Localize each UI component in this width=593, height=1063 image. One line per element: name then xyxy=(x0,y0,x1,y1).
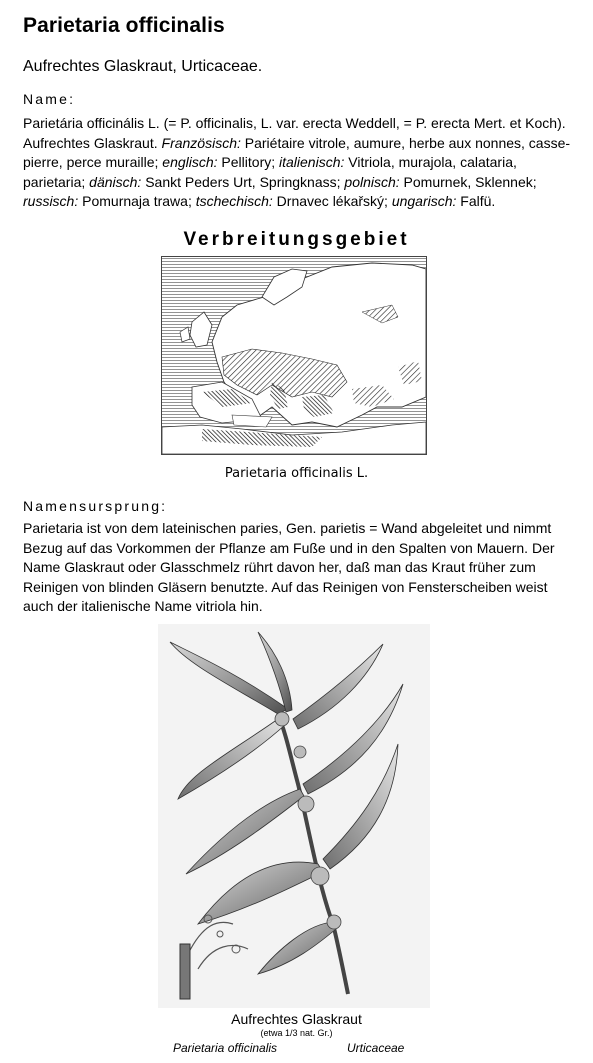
origin-paragraph: Parietaria ist von dem lateinischen paries, Gen. parietis = Wand abgeleitet und nimmt Bezug auf das Vorkommen der Pflanze am Fuße und in den Spalten von Mauern. Der Name Glaskraut oder Glasschmelz rührt davon her, daß man das Kraut früher zum Reinigen von blinden Gläsern benutzte. Auf das Reinigen von Fensterscheiben weist auch der italienische Name vitriola hin. xyxy=(23,520,555,614)
plant-illustration xyxy=(158,624,430,1008)
illustration-family-name: Urticaceae xyxy=(347,1041,405,1055)
map-title: Verbreitungsgebiet xyxy=(183,229,410,250)
name-paragraph: Parietária officinális L. (= P. officinalis, L. var. erecta Weddell, = P. erecta Mert. et Koch). Aufrechtes Glaskraut. Französisch: Pariétaire vitrole, aumure, herbe aux nonnes, casse-pierre, perce muraille; englisch: Pellitory; italienisch: Vitriola, murajola, calataria, parietaria; dänisch: Sankt Peders Urt, Springknass; polnisch: Pomurnek, Sklennek; russisch: Pomurnaja trawa; tschechisch: Drnavec lékařský; ungarisch: Falfü. xyxy=(23,115,571,209)
name-section-label: Name: xyxy=(23,91,76,107)
distribution-map xyxy=(161,256,427,455)
illustration-caption: Aufrechtes Glaskraut xyxy=(231,1011,362,1027)
illustration-latin-name: Parietaria officinalis xyxy=(173,1041,278,1055)
illustration-scale-note: (etwa 1/3 nat. Gr.) xyxy=(260,1028,333,1038)
origin-section-label: Namensursprung: xyxy=(23,498,168,514)
page-title: Parietaria officinalis xyxy=(23,14,225,37)
map-caption: Parietaria officinalis L. xyxy=(224,466,369,481)
page-subtitle: Aufrechtes Glaskraut, Urticaceae. xyxy=(23,58,263,75)
